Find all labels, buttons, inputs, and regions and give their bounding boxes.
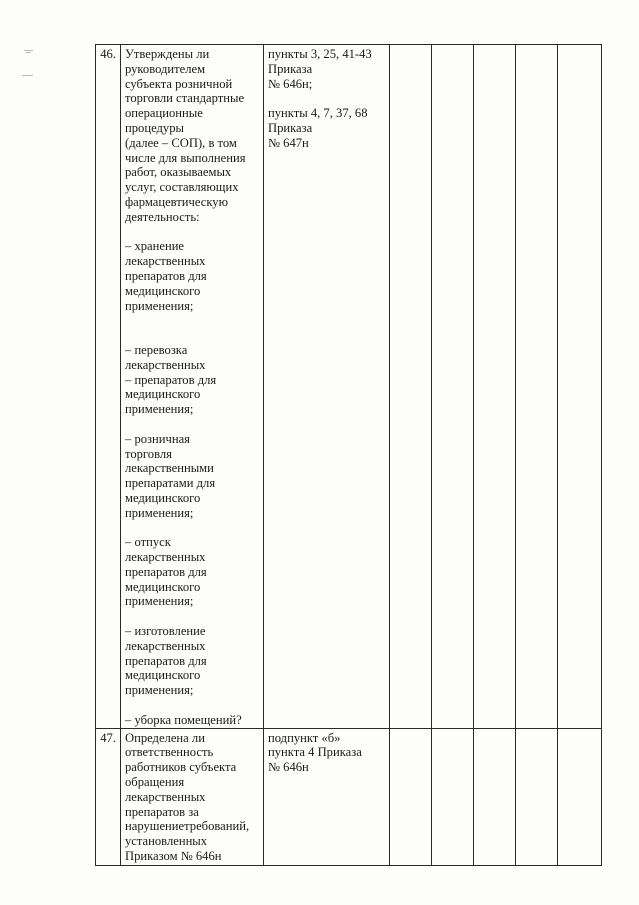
question-text-line: – препаратов для	[125, 372, 217, 387]
answer-cell-extra	[516, 45, 558, 729]
answer-cell-not-applicable	[474, 45, 516, 729]
question-text-line: медицинского	[125, 579, 201, 594]
question-text-line: препаратов для	[125, 564, 207, 579]
question-text-line: лекарственных	[125, 789, 206, 804]
answer-cell-extra	[516, 728, 558, 865]
question-text-line: – отпуск	[125, 535, 171, 550]
blank-line	[125, 417, 260, 432]
question-text-line: операционные	[125, 106, 203, 121]
question-text-line: (далее – СОП), в том	[125, 135, 237, 150]
reference-text-line: № 646н;	[268, 76, 313, 91]
question-text-line: числе для выполнения	[125, 150, 246, 165]
reference-text-line: Приказа	[268, 120, 313, 135]
question-text-line: установленных	[125, 834, 208, 849]
row-number: 47.	[96, 728, 121, 865]
blank-line	[268, 91, 386, 106]
answer-cell-yes	[390, 45, 432, 729]
answer-cell-no	[432, 45, 474, 729]
reference-text-line: пункта 4 Приказа	[268, 745, 362, 760]
question-text-line: применения;	[125, 505, 194, 520]
notes-cell	[558, 728, 602, 865]
blank-line	[125, 609, 260, 624]
question-text-line: лекарственных	[125, 638, 206, 653]
question-text-line: – изготовление	[125, 624, 206, 639]
answer-cell-yes	[390, 728, 432, 865]
question-text-line: медицинского	[125, 387, 201, 402]
question-text-line: применения;	[125, 594, 194, 609]
question-text-line: медицинского	[125, 490, 201, 505]
question-text-line: – розничная	[125, 431, 190, 446]
question-text-line: лекарственных	[125, 357, 206, 372]
question-text-line: препаратов для	[125, 653, 207, 668]
blank-line	[125, 521, 260, 536]
question-text-line: услуг, составляющих	[125, 180, 239, 195]
notes-cell	[558, 45, 602, 729]
reference-text-line: Приказа	[268, 61, 313, 76]
question-text-line: медицинского	[125, 668, 201, 683]
scan-artifact-marks	[22, 48, 36, 78]
question-cell	[121, 45, 264, 729]
legal-reference-cell	[264, 45, 390, 729]
question-text-line: Приказом № 646н	[125, 849, 222, 864]
reference-text-line: подпункт «б»	[268, 730, 341, 745]
question-text-line: – уборка помещений?	[125, 712, 242, 727]
question-text-line: обращения	[125, 775, 185, 790]
question-text-line: ответственность	[125, 745, 214, 760]
reference-text-line: № 646н	[268, 760, 309, 775]
reference-text-line: № 647н	[268, 135, 309, 150]
answer-cell-not-applicable	[474, 728, 516, 865]
blank-line	[125, 313, 260, 328]
question-text-line: – хранение	[125, 239, 185, 254]
question-text-line: Утверждены ли	[125, 47, 210, 61]
question-text-line: препаратов для	[125, 268, 207, 283]
question-text-line: нарушениетребований,	[125, 819, 250, 834]
question-text-line: Определена ли	[125, 730, 205, 745]
question-text-line: субъекта розничной	[125, 76, 233, 91]
question-text-line: торговля	[125, 446, 172, 461]
question-text-line: руководителем	[125, 61, 206, 76]
question-text-line: работ, оказываемых	[125, 165, 232, 180]
question-text-line: торговли стандартные	[125, 91, 245, 106]
question-text-line: фармацевтическую	[125, 194, 229, 209]
blank-line	[125, 328, 260, 343]
answer-cell-no	[432, 728, 474, 865]
reference-text-line: пункты 4, 7, 37, 68	[268, 106, 368, 121]
question-text-line: медицинского	[125, 283, 201, 298]
blank-line	[125, 698, 260, 713]
question-text-line: применения;	[125, 298, 194, 313]
question-text-line: препаратов за	[125, 804, 199, 819]
question-text-line: процедуры	[125, 120, 184, 135]
row-number: 46.	[96, 45, 121, 729]
question-text-line: работников субъекта	[125, 760, 237, 775]
blank-line	[125, 225, 260, 240]
table-row	[96, 728, 602, 865]
reference-text-line: пункты 3, 25, 41-43	[268, 47, 372, 61]
question-text-line: лекарственными	[125, 461, 214, 476]
checklist-table	[95, 44, 602, 866]
question-text-line: препаратами для	[125, 476, 216, 491]
question-cell	[121, 728, 264, 865]
question-text-line: применения;	[125, 683, 194, 698]
table-row	[96, 45, 602, 729]
question-text-line: – перевозка	[125, 342, 188, 357]
question-text-line: лекарственных	[125, 550, 206, 565]
legal-reference-cell	[264, 728, 390, 865]
question-text-line: применения;	[125, 402, 194, 417]
question-text-line: лекарственных	[125, 254, 206, 269]
question-text-line: деятельность:	[125, 209, 200, 224]
